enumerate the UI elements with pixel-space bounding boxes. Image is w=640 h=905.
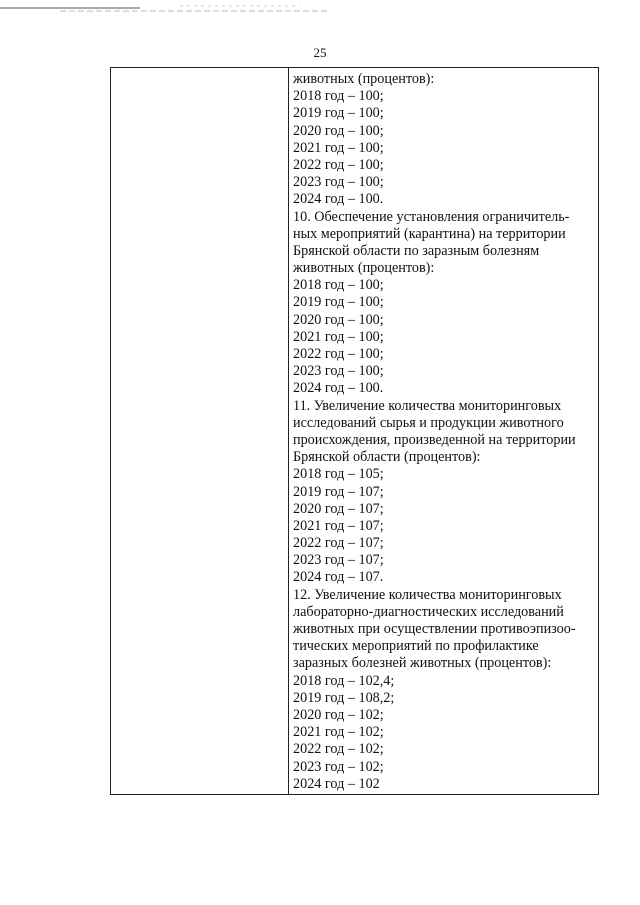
table-line: 2018 год – 105;: [293, 466, 384, 483]
table-left-column: [111, 68, 289, 794]
table-line: 2019 год – 108,2;: [293, 689, 395, 706]
table-line: 2021 год – 102;: [293, 724, 384, 741]
table-line: происхождения, произведенной на территории: [293, 431, 576, 448]
table-line: 2019 год – 100;: [293, 105, 384, 122]
document-table: [110, 67, 599, 795]
table-line: 10. Обеспечение установления ограничитель-: [293, 208, 570, 225]
page-number: 25: [313, 45, 327, 60]
table-line: животных (процентов):: [293, 260, 435, 277]
table-line: 2024 год – 100.: [293, 380, 384, 397]
table-line: 2023 год – 100;: [293, 174, 384, 191]
table-line: 2022 год – 107;: [293, 535, 384, 552]
table-line: 2023 год – 102;: [293, 758, 384, 775]
table-line: 2018 год – 100;: [293, 277, 384, 294]
table-line: 2018 год – 100;: [293, 88, 384, 105]
table-line: тических мероприятий по профилактике: [293, 638, 539, 655]
table-line: 2022 год – 102;: [293, 741, 384, 758]
table-line: ных мероприятий (карантина) на территории: [293, 225, 566, 242]
scan-header-artifact: [0, 0, 640, 14]
table-line: 2023 год – 107;: [293, 552, 384, 569]
table-line: 2020 год – 100;: [293, 122, 384, 139]
table-line: Брянской области по заразным болезням: [293, 242, 540, 259]
table-line: 2021 год – 107;: [293, 517, 384, 534]
table-line: 2024 год – 100.: [293, 191, 384, 208]
table-line: 2019 год – 107;: [293, 483, 384, 500]
table-line: 2018 год – 102,4;: [293, 672, 395, 689]
table-line: 2019 год – 100;: [293, 294, 384, 311]
table-line: заразных болезней животных (процентов):: [293, 655, 552, 672]
table-line: животных при осуществлении противоэпизоо-: [293, 621, 576, 637]
table-line: 2020 год – 100;: [293, 311, 384, 328]
table-line: 2020 год – 102;: [293, 706, 384, 723]
table-line: 12. Увеличение количества мониторинговых: [293, 586, 562, 603]
table-line: 2021 год – 100;: [293, 139, 384, 156]
table-line: 2024 год – 102: [293, 775, 380, 792]
table-line: 2021 год – 100;: [293, 328, 384, 345]
table-line: животных (процентов):: [293, 71, 435, 87]
table-line: 2022 год – 100;: [293, 156, 384, 173]
table-line: 2022 год – 100;: [293, 346, 384, 362]
table-line: Брянской области (процентов):: [293, 449, 481, 466]
table-line: 2024 год – 107.: [293, 569, 384, 586]
table-line: лабораторно-диагностических исследований: [293, 603, 564, 620]
table-line: 11. Увеличение количества мониторинговых: [293, 397, 562, 414]
table-right-column: [289, 71, 598, 794]
table-line: 2023 год – 100;: [293, 363, 384, 380]
table-line: исследований сырья и продукции животного: [293, 414, 564, 431]
table-line: 2020 год – 107;: [293, 500, 384, 517]
